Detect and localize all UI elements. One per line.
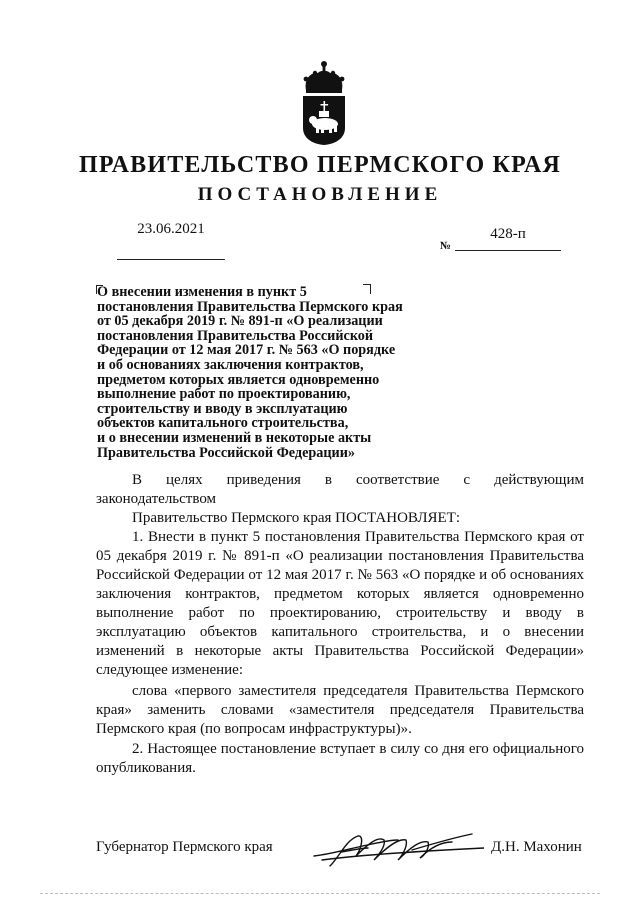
body-paragraph-item-2: 2. Настоящее постановление вступает в силу со дня его официального опубликования.: [96, 741, 588, 776]
handwritten-signature-icon: [312, 826, 484, 872]
signatory-title: Губернатор Пермского края: [96, 839, 273, 855]
document-subject: О внесении изменения в пункт 5 постановления Правительства Пермского края от 05 декабря 2019 г. № 891-п «О реализации постановления Правительства Российской Федерации от 12 мая 2017 г. № 563 «О порядке и об основаниях заключения контрактов, предметом которых является одновременно выполнение работ по проектированию, строительству и вводу в эксплуатацию объектов капитального строительства, и о внесении изменений в некоторые акты Правительства Российской Федерации»: [97, 284, 403, 461]
date-underline: [117, 259, 225, 260]
body-paragraph-amendment: слова «первого заместителя председателя Правительства Пермского края» заменить словами «заместителя председателя Правительства Пермского края (по вопросам инфраструктуры)».: [96, 683, 588, 737]
body-paragraph-item-1: 1. Внести в пункт 5 постановления Правительства Пермского края от 05 декабря 2019 г. № 891-п «О реализации постановления Правительства Российской Федерации от 12 мая 2017 г. № 563 «О порядке и об основаниях заключения контрактов, предметом которых является одновременно выполнение работ по проектированию, строительству и вводу в эксплуатацию объектов капитального строительства, и о внесении изменений в некоторые акты Правительства Российской Федерации» следующее изменение:: [96, 529, 588, 678]
document-number: 428-п: [490, 226, 526, 242]
number-sign: №: [440, 240, 452, 252]
document-type: ПОСТАНОВЛЕНИЕ: [197, 184, 443, 205]
page-bottom-divider: [40, 893, 600, 894]
government-title: ПРАВИТЕЛЬСТВО ПЕРМСКОГО КРАЯ: [78, 152, 562, 178]
number-underline: [455, 250, 561, 251]
body-paragraph-resolves: Правительство Пермского края ПОСТАНОВЛЯЕТ:: [132, 510, 461, 526]
document-date: 23.06.2021: [137, 221, 205, 237]
signatory-name: Д.Н. Махонин: [491, 839, 582, 855]
body-paragraph-preamble: В целях приведения в соответствие с действующим законодательством: [96, 472, 588, 507]
perm-krai-coat-of-arms-icon: [300, 60, 348, 146]
